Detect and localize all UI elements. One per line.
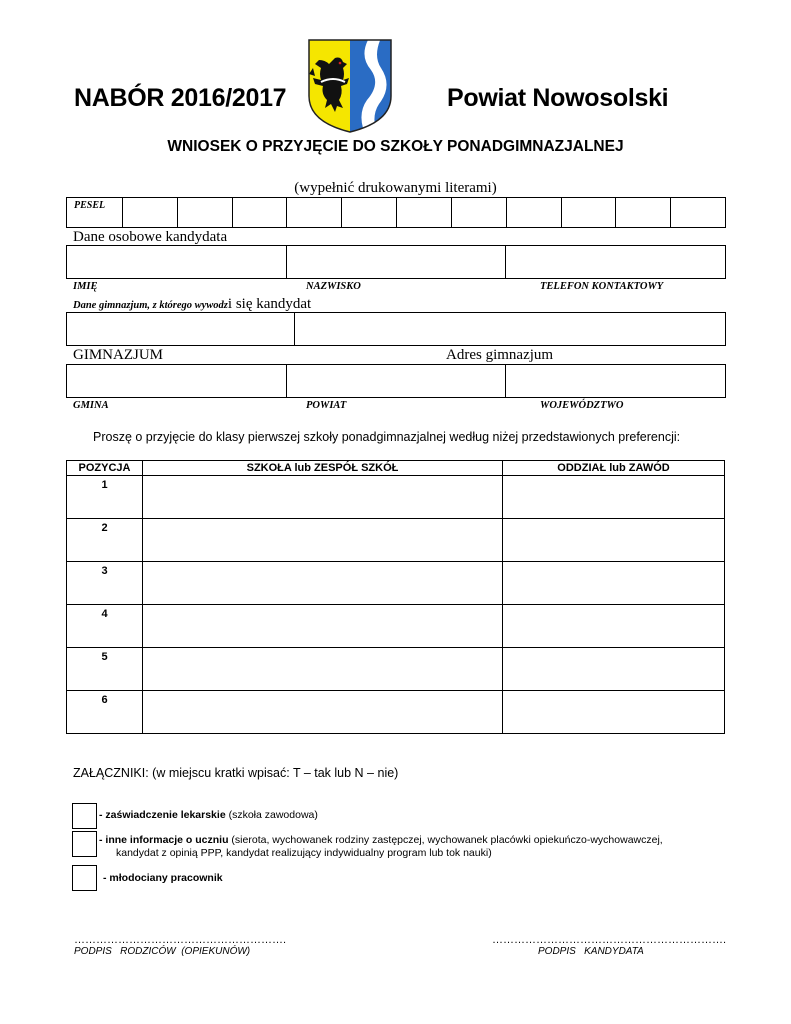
coat-of-arms-icon bbox=[307, 38, 393, 134]
first-name-field[interactable] bbox=[67, 246, 286, 278]
pesel-digit-box[interactable] bbox=[670, 198, 725, 227]
last-name-label: NAZWISKO bbox=[306, 281, 361, 292]
school-header: SZKOŁA lub ZESPÓŁ SZKÓŁ bbox=[143, 461, 503, 476]
attachment-note: (szkoła zawodowa) bbox=[225, 809, 318, 821]
attachment-item bbox=[103, 872, 223, 885]
school-cell[interactable] bbox=[143, 519, 503, 562]
parent-signature-label: PODPIS RODZICÓW (OPIEKUNÓW) bbox=[74, 946, 251, 957]
school-cell[interactable] bbox=[143, 476, 503, 519]
class-cell[interactable] bbox=[503, 476, 725, 519]
position-number: 5 bbox=[67, 648, 143, 691]
fill-instruction: (wypełnić drukowanymi literami) bbox=[294, 180, 497, 196]
other-info-checkbox[interactable] bbox=[72, 831, 97, 857]
class-header: ODDZIAŁ lub ZAWÓD bbox=[503, 461, 725, 476]
attachment-note: (sierota, wychowanek rodziny zastępczej, wychowanek placówki opiekuńczo-wychowawczej, bbox=[228, 834, 663, 846]
class-cell[interactable] bbox=[503, 648, 725, 691]
phone-label: TELEFON KONTAKTOWY bbox=[540, 281, 664, 292]
commune-label: GMINA bbox=[73, 400, 109, 411]
voivodeship-field[interactable] bbox=[505, 365, 725, 397]
school-cell[interactable] bbox=[143, 605, 503, 648]
school-name-label: GIMNAZJUM bbox=[73, 347, 163, 363]
commune-field[interactable] bbox=[67, 365, 286, 397]
table-row bbox=[67, 605, 725, 648]
school-address-field[interactable] bbox=[294, 313, 725, 345]
header-left-title: NABÓR 2016/2017 bbox=[74, 84, 287, 112]
location-fields bbox=[66, 364, 726, 398]
position-header: POZYCJA bbox=[67, 461, 143, 476]
school-cell[interactable] bbox=[143, 691, 503, 734]
preferences-table bbox=[66, 460, 725, 734]
position-number: 1 bbox=[67, 476, 143, 519]
pesel-digit-box[interactable] bbox=[341, 198, 396, 227]
pesel-digit-box[interactable] bbox=[561, 198, 616, 227]
header-right-title: Powiat Nowosolski bbox=[447, 84, 669, 112]
form-title: WNIOSEK O PRZYJĘCIE DO SZKOŁY PONADGIMNAZJALNEJ bbox=[167, 138, 624, 155]
county-label: POWIAT bbox=[306, 400, 347, 411]
school-fields bbox=[66, 312, 726, 346]
phone-field[interactable] bbox=[505, 246, 725, 278]
candidate-signature-label: PODPIS KANDYDATA bbox=[538, 946, 644, 957]
table-row bbox=[67, 476, 725, 519]
attachment-item bbox=[99, 809, 318, 822]
school-cell[interactable] bbox=[143, 562, 503, 605]
attachment-title: - zaświadczenie lekarskie bbox=[99, 809, 226, 821]
school-name-field[interactable] bbox=[67, 313, 294, 345]
position-number: 2 bbox=[67, 519, 143, 562]
class-cell[interactable] bbox=[503, 562, 725, 605]
pesel-digit-box[interactable] bbox=[451, 198, 506, 227]
table-row bbox=[67, 519, 725, 562]
pesel-digit-box[interactable] bbox=[286, 198, 341, 227]
attachment-note-line2: kandydat z opinią PPP, kandydat realizujący indywidualny program lub tok nauki) bbox=[116, 847, 492, 859]
personal-data-heading: Dane osobowe kandydata bbox=[73, 229, 228, 245]
last-name-field[interactable] bbox=[286, 246, 506, 278]
school-cell[interactable] bbox=[143, 648, 503, 691]
table-row bbox=[67, 691, 725, 734]
position-number: 4 bbox=[67, 605, 143, 648]
school-heading-rest: i się kandydat bbox=[227, 296, 312, 312]
class-cell[interactable] bbox=[503, 519, 725, 562]
school-data-heading bbox=[73, 295, 311, 313]
school-address-label: Adres gimnazjum bbox=[446, 347, 554, 363]
personal-data-fields bbox=[66, 245, 726, 279]
position-number: 3 bbox=[67, 562, 143, 605]
table-row bbox=[67, 648, 725, 691]
first-name-label: IMIĘ bbox=[73, 281, 98, 292]
pesel-digit-box[interactable] bbox=[122, 198, 177, 227]
request-text: Proszę o przyjęcie do klasy pierwszej szkoły ponadgimnazjalnej według niżej przedstawionych preferencji: bbox=[93, 430, 681, 444]
medical-certificate-checkbox[interactable] bbox=[72, 803, 97, 829]
pesel-digit-box[interactable] bbox=[396, 198, 451, 227]
table-header-row bbox=[67, 461, 725, 476]
attachment-title: - młodociany pracownik bbox=[103, 872, 223, 884]
parent-signature-line[interactable]: …………………………………………………. bbox=[74, 934, 287, 946]
pesel-label: PESEL bbox=[74, 200, 106, 211]
voivodeship-label: WOJEWÓDZTWO bbox=[540, 400, 624, 411]
attachment-title: - inne informacje o uczniu bbox=[99, 834, 229, 846]
candidate-signature-line[interactable]: ………………………………………………………. bbox=[492, 934, 727, 946]
pesel-row bbox=[66, 197, 726, 228]
county-field[interactable] bbox=[286, 365, 506, 397]
pesel-digit-box[interactable] bbox=[232, 198, 287, 227]
attachments-heading: ZAŁĄCZNIKI: (w miejscu kratki wpisać: T – tak lub N – nie) bbox=[73, 766, 399, 780]
pesel-digit-box[interactable] bbox=[177, 198, 232, 227]
attachment-item bbox=[99, 834, 663, 847]
school-heading-italic: Dane gimnazjum, z którego wywodz bbox=[73, 300, 228, 311]
class-cell[interactable] bbox=[503, 691, 725, 734]
pesel-digit-box[interactable] bbox=[506, 198, 561, 227]
position-number: 6 bbox=[67, 691, 143, 734]
juvenile-worker-checkbox[interactable] bbox=[72, 865, 97, 891]
pesel-digit-box[interactable] bbox=[615, 198, 670, 227]
class-cell[interactable] bbox=[503, 605, 725, 648]
table-row bbox=[67, 562, 725, 605]
